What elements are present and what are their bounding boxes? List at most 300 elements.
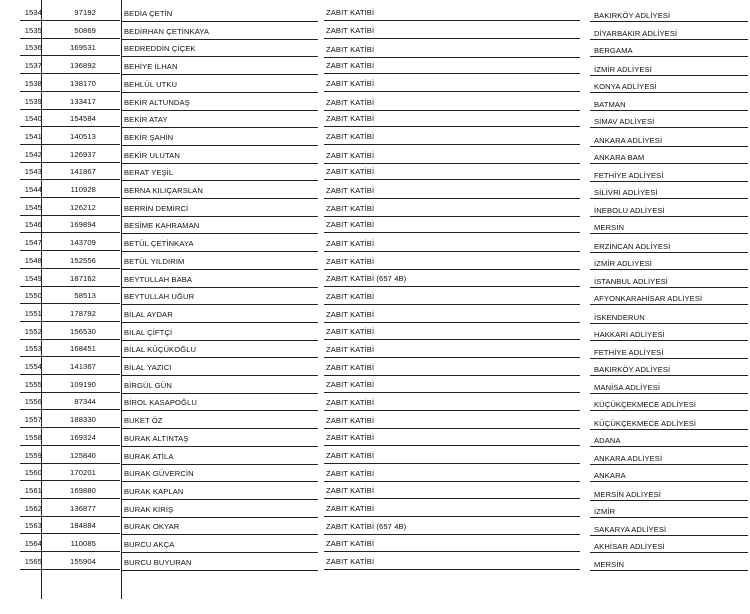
table-row	[0, 466, 750, 484]
row-underline-left	[20, 569, 120, 570]
ad-soyad-cell: BİLAL YAZICI	[124, 363, 172, 372]
ad-soyad-cell: BURAK ATİLA	[124, 451, 174, 461]
row-underline-unit	[590, 429, 748, 430]
row-underline-unit	[590, 181, 748, 182]
row-underline-name	[122, 163, 318, 164]
row-underline-left	[20, 392, 120, 393]
row-underline-title	[324, 498, 580, 499]
table-row	[0, 95, 750, 113]
row-underline-name	[122, 570, 318, 571]
sira-no-cell: 1552	[24, 326, 42, 336]
row-underline-unit	[590, 198, 748, 199]
row-underline-name	[122, 446, 318, 447]
unvan-cell: ZABIT KATİBİ	[326, 539, 375, 548]
row-underline-left	[20, 286, 120, 287]
unvan-cell: ZABIT KATİBİ	[326, 485, 375, 495]
row-underline-unit	[590, 393, 748, 394]
row-underline-title	[324, 126, 580, 127]
row-underline-unit	[590, 517, 748, 518]
sicil-no-cell: 156530	[70, 326, 96, 336]
row-underline-name	[122, 180, 318, 181]
row-underline-left	[20, 55, 120, 56]
sicil-no-cell: 178792	[70, 308, 96, 318]
birim-cell: SAKARYA ADLİYESİ	[594, 525, 667, 535]
row-underline-unit	[590, 464, 748, 465]
row-underline-unit	[590, 252, 748, 253]
ad-soyad-cell: BİLAL KÜÇÜKOĞLU	[124, 345, 197, 355]
row-underline-unit	[590, 146, 748, 147]
unvan-cell: ZABIT KATİBİ (657 4B)	[326, 522, 407, 532]
ad-soyad-cell: BEKİR ATAY	[124, 115, 168, 125]
row-underline-name	[122, 428, 318, 429]
table-row	[0, 201, 750, 219]
table-row	[0, 272, 750, 290]
row-underline-left	[20, 374, 120, 375]
row-underline-left	[20, 427, 120, 428]
unvan-cell: ZABIT KATİBİ	[326, 61, 375, 71]
unvan-cell: ZABIT KATİBİ	[326, 114, 375, 124]
row-underline-title	[324, 251, 580, 252]
sicil-no-cell: 87344	[74, 397, 96, 407]
row-underline-title	[324, 339, 580, 340]
row-underline-name	[122, 552, 318, 553]
row-underline-left	[20, 339, 120, 340]
unvan-cell: ZABIT KATİBİ	[326, 150, 375, 160]
row-underline-title	[324, 73, 580, 74]
row-underline-unit	[590, 39, 748, 40]
table-row	[0, 519, 750, 537]
birim-cell: BATMAN	[594, 100, 626, 110]
ad-soyad-cell: BEYTULLAH BABA	[124, 274, 193, 284]
row-underline-unit	[590, 287, 748, 288]
table-row	[0, 236, 750, 254]
sicil-no-cell: 169531	[70, 43, 96, 53]
birim-cell: İNEBOLU ADLİYESİ	[594, 206, 665, 216]
row-underline-title	[324, 38, 580, 39]
birim-cell: AFYONKARAHİSAR ADLİYESİ	[594, 294, 703, 304]
sicil-no-cell: 184884	[70, 521, 96, 531]
row-underline-left	[20, 480, 120, 481]
row-underline-name	[122, 110, 318, 111]
table-row	[0, 413, 750, 431]
row-underline-unit	[590, 500, 748, 501]
row-underline-title	[324, 445, 580, 446]
sira-no-cell: 1542	[24, 149, 42, 159]
row-underline-title	[324, 534, 580, 535]
birim-cell: İSKENDERUN	[594, 312, 645, 322]
unvan-cell: ZABIT KATİBİ	[326, 310, 375, 320]
sira-no-cell: 1550	[24, 291, 42, 301]
table-row	[0, 378, 750, 396]
row-underline-name	[122, 74, 318, 75]
row-underline-name	[122, 127, 318, 128]
birim-cell: MERSİN ADLİYESİ	[594, 489, 661, 499]
row-underline-left	[20, 445, 120, 446]
row-underline-name	[122, 92, 318, 93]
row-underline-left	[20, 73, 120, 74]
table-row	[0, 148, 750, 166]
row-underline-title	[324, 569, 580, 570]
sira-no-cell: 1559	[24, 450, 42, 460]
row-underline-name	[122, 251, 318, 252]
row-underline-name	[122, 198, 318, 199]
sicil-no-cell: 141867	[70, 167, 96, 177]
row-underline-unit	[590, 446, 748, 447]
sira-no-cell: 1534	[24, 8, 42, 17]
row-underline-name	[122, 233, 318, 234]
row-underline-left	[20, 356, 120, 357]
sicil-no-cell: 155904	[70, 556, 96, 566]
unvan-cell: ZABIT KATİBİ	[326, 344, 375, 354]
sira-no-cell: 1537	[24, 61, 42, 71]
table-row	[0, 555, 750, 573]
sira-no-cell: 1539	[24, 96, 42, 106]
ad-soyad-cell: BERRİN DEMİRCİ	[124, 203, 189, 213]
table-row	[0, 289, 750, 307]
ad-soyad-cell: BEDİA ÇETİN	[124, 9, 173, 18]
row-underline-left	[20, 197, 120, 198]
row-underline-left	[20, 109, 120, 110]
unvan-cell: ZABIT KATİBİ	[326, 8, 375, 17]
birim-cell: ANKARA BAM	[594, 152, 645, 162]
unvan-cell: ZABIT KATİBİ	[326, 326, 375, 336]
birim-cell: ERZİNCAN ADLİYESİ	[594, 241, 671, 251]
table-row	[0, 342, 750, 360]
row-underline-unit	[590, 92, 748, 93]
row-underline-title	[324, 463, 580, 464]
sira-no-cell: 1540	[24, 114, 42, 124]
sicil-no-cell: 152556	[70, 255, 96, 265]
birim-cell: DİYARBAKIR ADLİYESİ	[594, 29, 678, 39]
sicil-no-cell: 170201	[70, 468, 96, 478]
row-underline-unit	[590, 304, 748, 305]
table-row	[0, 431, 750, 449]
ad-soyad-cell: BUKET ÖZ	[124, 416, 163, 426]
row-underline-title	[324, 357, 580, 358]
row-underline-name	[122, 534, 318, 535]
row-underline-left	[20, 533, 120, 534]
ad-soyad-cell: BEYTULLAH UĞUR	[124, 292, 195, 302]
sicil-no-cell: 168451	[70, 344, 96, 354]
ad-soyad-cell: BEKİR ULUTAN	[124, 150, 180, 160]
sira-no-cell: 1556	[24, 397, 42, 407]
row-underline-title	[324, 198, 580, 199]
birim-cell: FETHİYE ADLİYESİ	[594, 171, 664, 181]
table-row	[0, 59, 750, 77]
sira-no-cell: 1554	[24, 362, 42, 371]
row-underline-name	[122, 322, 318, 323]
row-underline-name	[122, 21, 318, 22]
sicil-no-cell: 138170	[70, 78, 96, 88]
sira-no-cell: 1555	[24, 379, 42, 389]
table-row	[0, 537, 750, 555]
ad-soyad-cell: BİLAL ÇİFTÇİ	[124, 327, 173, 337]
table-row	[0, 112, 750, 130]
row-underline-title	[324, 20, 580, 21]
row-underline-name	[122, 340, 318, 341]
table-row	[0, 24, 750, 42]
unvan-cell: ZABIT KATİBİ	[326, 167, 375, 177]
row-underline-left	[20, 162, 120, 163]
sira-no-cell: 1557	[24, 415, 42, 425]
row-underline-name	[122, 517, 318, 518]
table-row	[0, 77, 750, 95]
birim-cell: İZMİR ADLİYESİ	[594, 64, 652, 74]
ad-soyad-cell: BİLAL AYDAR	[124, 309, 173, 319]
birim-cell: KÜÇÜKÇEKMECE ADLİYESİ	[594, 400, 697, 410]
row-underline-name	[122, 304, 318, 305]
sira-no-cell: 1548	[24, 255, 42, 265]
ad-soyad-cell: BETÜL ÇETİNKAYA	[124, 239, 194, 249]
birim-cell: BERGAMA	[594, 46, 633, 56]
table-row	[0, 502, 750, 520]
birim-cell: MANİSA ADLİYESİ	[594, 383, 661, 393]
row-underline-name	[122, 56, 318, 57]
sicil-no-cell: 154584	[70, 114, 96, 124]
ad-soyad-cell: BEDREDDİN ÇİÇEK	[124, 44, 196, 54]
sira-no-cell: 1562	[24, 503, 42, 513]
row-underline-left	[20, 144, 120, 145]
table-row	[0, 254, 750, 272]
row-underline-title	[324, 322, 580, 323]
unvan-cell: ZABIT KATİBİ	[326, 132, 375, 142]
row-underline-unit	[590, 358, 748, 359]
ad-soyad-cell: BEKİR ŞAHİN	[124, 132, 174, 142]
ad-soyad-cell: BEKİR ALTUNDAŞ	[124, 97, 190, 107]
ad-soyad-cell: BURAK KİRİŞ	[124, 504, 174, 514]
sicil-no-cell: 109190	[70, 379, 96, 389]
row-underline-unit	[590, 163, 748, 164]
ad-soyad-cell: BETÜL YILDIRIM	[124, 256, 185, 266]
table-row	[0, 130, 750, 148]
sicil-no-cell: 136877	[70, 503, 96, 513]
ad-soyad-cell: BESİME KAHRAMAN	[124, 221, 200, 231]
sira-no-cell: 1544	[24, 185, 42, 194]
row-underline-unit	[590, 110, 748, 111]
row-underline-name	[122, 464, 318, 465]
sira-no-cell: 1553	[24, 344, 42, 354]
row-underline-left	[20, 303, 120, 304]
row-underline-name	[122, 410, 318, 411]
row-underline-left	[20, 91, 120, 92]
row-underline-unit	[590, 375, 748, 376]
sira-no-cell: 1543	[24, 167, 42, 177]
sira-no-cell: 1564	[24, 539, 42, 548]
birim-cell: İZMİR	[594, 506, 616, 516]
row-underline-name	[122, 393, 318, 394]
table-row	[0, 183, 750, 201]
row-underline-name	[122, 357, 318, 358]
sira-no-cell: 1565	[24, 556, 42, 566]
row-underline-title	[324, 269, 580, 270]
unvan-cell: ZABIT KATİBİ	[326, 432, 375, 442]
sicil-no-cell: 125840	[70, 450, 96, 460]
table-row	[0, 325, 750, 343]
birim-cell: ADANA	[594, 435, 621, 445]
row-underline-unit	[590, 269, 748, 270]
row-underline-left	[20, 38, 120, 39]
ad-soyad-cell: BİRGÜL GÜN	[124, 380, 172, 390]
row-underline-name	[122, 269, 318, 270]
sicil-no-cell: 133417	[70, 96, 96, 106]
row-underline-name	[122, 287, 318, 288]
ad-soyad-cell: BEDİRHAN ÇETİNKAYA	[124, 26, 210, 36]
unvan-cell: ZABIT KATİBİ	[326, 504, 375, 514]
row-underline-title	[324, 216, 580, 217]
ad-soyad-cell: BURAK OKYAR	[124, 522, 180, 532]
sira-no-cell: 1538	[24, 78, 42, 88]
sira-no-cell: 1545	[24, 202, 42, 212]
birim-cell: ANKARA	[594, 471, 626, 481]
birim-cell: FETHİYE ADLİYESİ	[594, 348, 664, 358]
row-underline-left	[20, 126, 120, 127]
row-underline-title	[324, 428, 580, 429]
row-underline-unit	[590, 552, 748, 553]
row-underline-title	[324, 375, 580, 376]
ad-soyad-cell: BEHİYE İLHAN	[124, 62, 178, 72]
table-row	[0, 395, 750, 413]
ad-soyad-cell: BİROL KASAPOĞLU	[124, 398, 197, 408]
table-row	[0, 6, 750, 24]
table-row	[0, 484, 750, 502]
sicil-no-cell: 97192	[74, 8, 96, 17]
unvan-cell: ZABIT KATİBİ	[326, 363, 375, 373]
row-underline-left	[20, 516, 120, 517]
sira-no-cell: 1535	[24, 25, 42, 35]
row-underline-unit	[590, 56, 748, 57]
row-underline-left	[20, 409, 120, 410]
unvan-cell: ZABIT KATİBİ	[326, 44, 375, 54]
row-underline-name	[122, 481, 318, 482]
sicil-no-cell: 58513	[74, 291, 96, 301]
row-underline-title	[324, 481, 580, 482]
ad-soyad-cell: BURCU AKÇA	[124, 540, 175, 549]
row-underline-left	[20, 250, 120, 251]
row-underline-left	[20, 321, 120, 322]
unvan-cell: ZABIT KATİBİ	[326, 451, 375, 461]
row-underline-title	[324, 304, 580, 305]
row-underline-title	[324, 232, 580, 233]
row-underline-title	[324, 179, 580, 180]
row-underline-name	[122, 499, 318, 500]
sicil-no-cell: 143709	[70, 238, 96, 248]
row-underline-name	[122, 216, 318, 217]
table-row	[0, 165, 750, 183]
sicil-no-cell: 126212	[70, 202, 96, 212]
sira-no-cell: 1561	[24, 485, 42, 495]
sicil-no-cell: 50869	[74, 25, 96, 35]
birim-cell: BAKIRKÖY ADLİYESİ	[594, 11, 671, 20]
row-underline-left	[20, 215, 120, 216]
unvan-cell: ZABIT KATİBİ	[326, 557, 375, 567]
ad-soyad-cell: BERNA KILIÇARSLAN	[124, 186, 203, 195]
ad-soyad-cell: BEHLÜL UTKU	[124, 79, 178, 89]
ad-soyad-cell: BERAT YEŞİL	[124, 168, 174, 178]
row-underline-name	[122, 39, 318, 40]
unvan-cell: ZABIT KATİBİ	[326, 220, 375, 230]
ad-soyad-cell: BURAK GÜVERCİN	[124, 469, 194, 479]
unvan-cell: ZABIT KATİBİ	[326, 79, 375, 89]
row-underline-left	[20, 551, 120, 552]
unvan-cell: ZABIT KATİBİ	[326, 256, 375, 266]
unvan-cell: ZABIT KATİBİ	[326, 397, 375, 407]
sicil-no-cell: 141367	[70, 362, 96, 371]
row-underline-unit	[590, 481, 748, 482]
sira-no-cell: 1558	[24, 432, 42, 442]
row-underline-title	[324, 551, 580, 552]
birim-cell: HAKKARİ ADLİYESİ	[594, 329, 665, 339]
table-row	[0, 307, 750, 325]
sira-no-cell: 1541	[24, 131, 42, 141]
unvan-cell: ZABIT KATİBİ	[326, 379, 375, 389]
sicil-no-cell: 126937	[70, 149, 96, 159]
sicil-no-cell: 169894	[70, 220, 96, 230]
row-underline-unit	[590, 75, 748, 76]
row-underline-title	[324, 57, 580, 58]
sicil-no-cell: 110085	[70, 539, 96, 548]
unvan-cell: ZABIT KATİBİ	[326, 416, 375, 426]
table-row	[0, 360, 750, 378]
birim-cell: İSTANBUL ADLİYESİ	[594, 277, 668, 287]
birim-cell: BAKIRKÖY ADLİYESİ	[594, 365, 671, 374]
row-underline-unit	[590, 233, 748, 234]
row-underline-title	[324, 163, 580, 164]
sicil-no-cell: 169880	[70, 485, 96, 495]
unvan-cell: ZABIT KATİBİ	[326, 238, 375, 248]
birim-cell: KONYA ADLİYESİ	[594, 81, 657, 91]
sira-no-cell: 1551	[24, 308, 42, 318]
row-underline-left	[20, 498, 120, 499]
sira-no-cell: 1560	[24, 468, 42, 478]
ad-soyad-cell: BURCU BUYURAN	[124, 557, 192, 567]
table-row	[0, 449, 750, 467]
row-underline-unit	[590, 127, 748, 128]
row-underline-title	[324, 286, 580, 287]
sira-no-cell: 1547	[24, 238, 42, 248]
row-underline-unit	[590, 570, 748, 571]
row-underline-title	[324, 110, 580, 111]
unvan-cell: ZABIT KATİBİ	[326, 203, 375, 213]
unvan-cell: ZABIT KATİBİ (657 4B)	[326, 273, 407, 283]
row-underline-name	[122, 375, 318, 376]
row-underline-left	[20, 179, 120, 180]
sira-no-cell: 1549	[24, 273, 42, 283]
unvan-cell: ZABIT KATİBİ	[326, 185, 375, 195]
sira-no-cell: 1546	[24, 220, 42, 230]
table-row	[0, 41, 750, 59]
birim-cell: AKHİSAR ADLİYESİ	[594, 542, 665, 551]
row-underline-title	[324, 516, 580, 517]
row-underline-unit	[590, 410, 748, 411]
sicil-no-cell: 140513	[70, 131, 96, 141]
birim-cell: MERSİN	[594, 223, 625, 233]
unvan-cell: ZABIT KATİBİ	[326, 26, 375, 36]
row-underline-unit	[590, 21, 748, 22]
birim-cell: SİLİVRİ ADLİYESİ	[594, 188, 658, 197]
row-underline-name	[122, 145, 318, 146]
sira-no-cell: 1536	[24, 43, 42, 53]
row-underline-left	[20, 268, 120, 269]
sicil-no-cell: 136892	[70, 61, 96, 71]
sicil-no-cell: 110928	[70, 185, 96, 194]
birim-cell: İZMİR ADLİYESİ	[594, 258, 652, 268]
row-underline-unit	[590, 323, 748, 324]
unvan-cell: ZABIT KATİBİ	[326, 97, 375, 107]
row-underline-title	[324, 91, 580, 92]
row-underline-left	[20, 232, 120, 233]
row-underline-title	[324, 392, 580, 393]
birim-cell: MERSİN	[594, 560, 625, 570]
